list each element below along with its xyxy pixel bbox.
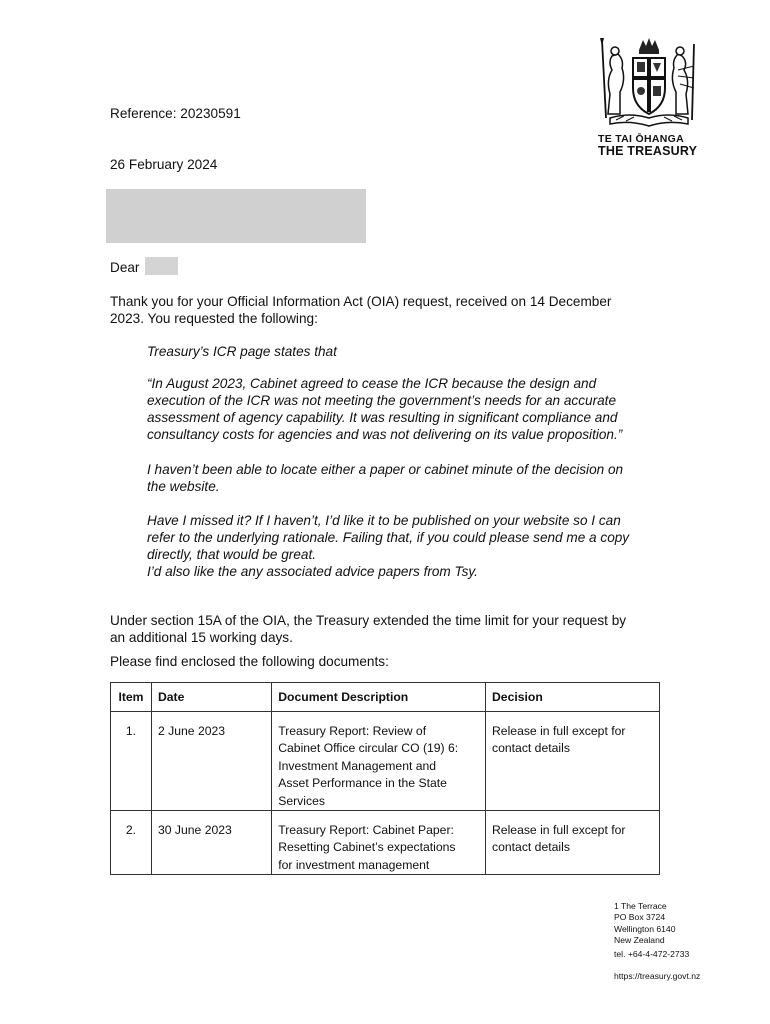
extension-line: Under section 15A of the OIA, the Treasury extended the time limit for your request by [110, 613, 627, 628]
footer-website[interactable]: https://treasury.govt.nz [614, 971, 701, 981]
table-row [111, 811, 660, 875]
description-line: Services [278, 793, 325, 808]
quote-line: refer to the underlying rationale. Failing that, if you could please send me a copy [147, 530, 630, 545]
decision-line: contact details [492, 741, 570, 756]
decision-line: Release in full except for [492, 724, 626, 738]
quote-line: “In August 2023, Cabinet agreed to cease the ICR because the design and [147, 376, 597, 391]
quote-line: Have I missed it? If I haven’t, I’d like it to be published on your website so I can [147, 513, 621, 528]
description-line: Asset Performance in the State [278, 776, 447, 791]
cell-item: 2. [111, 811, 152, 875]
enclosed-intro: Please find enclosed the following documents: [110, 654, 389, 669]
cell-item: 1. [111, 712, 152, 811]
quote-line: assessment of agency capability. It was resulting in significant compliance and [147, 410, 618, 425]
description-line: Cabinet Office circular CO (19) 6: [278, 741, 459, 756]
cell-description [272, 712, 486, 811]
description-line: Resetting Cabinet’s expectations [278, 840, 456, 855]
quote-paragraph-4 [147, 512, 667, 580]
address-line: New Zealand [614, 934, 665, 945]
description-line: Treasury Report: Cabinet Paper: [278, 823, 454, 838]
header-item: Item [111, 683, 152, 712]
redacted-name [145, 257, 178, 275]
quote-line: execution of the ICR was not meeting the government’s needs for an accurate [147, 393, 617, 408]
intro-line: Thank you for your Official Information Act (OIA) request, received on 14 December [110, 294, 612, 309]
decision-line: Release in full except for [492, 823, 626, 838]
salutation: Dear [110, 260, 140, 275]
cell-date: 30 June 2023 [151, 811, 271, 875]
logo-english-name: THE TREASURY [598, 144, 698, 158]
address-line: Wellington 6140 [614, 923, 676, 934]
extension-line: an additional 15 working days. [110, 630, 293, 645]
cell-description [272, 811, 486, 875]
coat-of-arms-icon [590, 36, 708, 130]
cell-decision [486, 811, 660, 875]
description-line: Investment Management and [278, 758, 437, 773]
letter-date: 26 February 2024 [110, 157, 218, 172]
header-date: Date [151, 683, 271, 712]
quote-line: the website. [147, 479, 220, 494]
quote-paragraph-1: Treasury’s ICR page states that [147, 344, 337, 359]
table-row [111, 712, 660, 811]
redacted-address-block [106, 189, 366, 243]
quote-paragraph-2 [147, 375, 667, 443]
description-line: Treasury Report: Review of [278, 724, 427, 738]
table-header-row [111, 683, 660, 712]
documents-table [110, 682, 660, 875]
quote-line: consultancy costs for agencies and was not delivering on its value proposition.” [147, 427, 623, 442]
footer-phone: tel. +64-4-472-2733 [614, 949, 690, 959]
address-line: 1 The Terrace [614, 901, 667, 911]
intro-paragraph [110, 293, 670, 327]
logo-maori-name: TE TAI ŌHANGA [598, 133, 684, 145]
header-decision: Decision [486, 683, 660, 712]
quote-line: directly, that would be great. [147, 547, 317, 562]
extension-paragraph [110, 612, 670, 646]
cell-date: 2 June 2023 [151, 712, 271, 811]
reference-line: Reference: 20230591 [110, 106, 241, 121]
quote-line: I’d also like the any associated advice papers from Tsy. [147, 564, 478, 579]
quote-line: I haven’t been able to locate either a paper or cabinet minute of the decision on [147, 462, 624, 477]
cell-decision [486, 712, 660, 811]
intro-line: 2023. You requested the following: [110, 311, 318, 326]
description-line: for investment management [278, 857, 430, 872]
treasury-logo [590, 36, 708, 135]
quote-paragraph-3 [147, 461, 667, 495]
header-description: Document Description [272, 683, 486, 712]
footer-address [614, 901, 675, 946]
address-line: PO Box 3724 [614, 912, 666, 923]
decision-line: contact details [492, 840, 570, 855]
